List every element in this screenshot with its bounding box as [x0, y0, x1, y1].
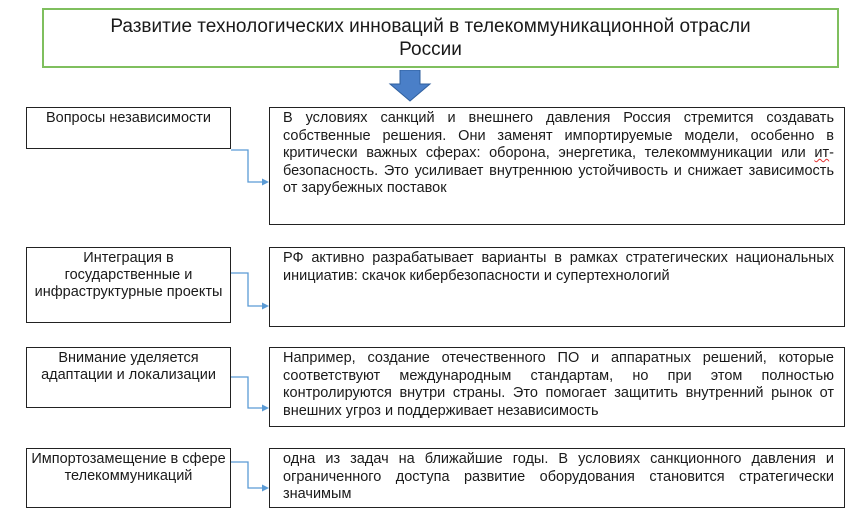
row-label-adaptation: Внимание уделяется адаптации и локализации — [26, 347, 231, 408]
connector-arrow-icon — [231, 272, 271, 312]
spellcheck-word: ит — [814, 145, 830, 161]
row-text-independence-content: В условиях санкций и внешнего давления Россия стремится создавать собственные решения. Они заменят импортируемые модели, особенно в критически важных сферах: оборона, энергетика, телекоммуникации или ит-безопасность. Это усиливает внутреннюю устойчивость и снижает зависимость от зарубежных поставок — [283, 110, 834, 196]
diagram-title: Развитие технологических инноваций в телекоммуникационной отрасли России — [42, 8, 839, 68]
row-label-independence: Вопросы независимости — [26, 107, 231, 149]
connector-arrow-icon — [231, 461, 271, 501]
row-text-integration-content: РФ активно разрабатывает варианты в рамках стратегических национальных инициатив: скачок кибербезопасности и супертехнологий — [283, 250, 834, 284]
row-text-adaptation — [269, 347, 845, 427]
row-text-independence — [269, 107, 845, 225]
row-text-import-substitution — [269, 448, 845, 508]
connector-arrow-icon — [231, 149, 271, 189]
row-text-integration — [269, 247, 845, 327]
row-label-import-substitution: Импортозамещение в сфере телекоммуникаций — [26, 448, 231, 508]
row-label-integration: Интеграция в государственные и инфраструктурные проекты — [26, 247, 231, 323]
connector-arrow-icon — [231, 376, 271, 416]
row-text-import-substitution-content: одна из задач на ближайшие годы. В условиях санкционного давления и ограниченного доступа развитие оборудования становится стратегически значимым — [283, 451, 834, 502]
down-arrow-icon — [388, 70, 432, 102]
row-text-adaptation-content: Например, создание отечественного ПО и аппаратных решений, которые соответствуют международным стандартам, но при этом полностью контролируются внутри страны. Это помогает защитить внутренний рынок от внешних угроз и поддерживает независимость — [283, 350, 834, 419]
